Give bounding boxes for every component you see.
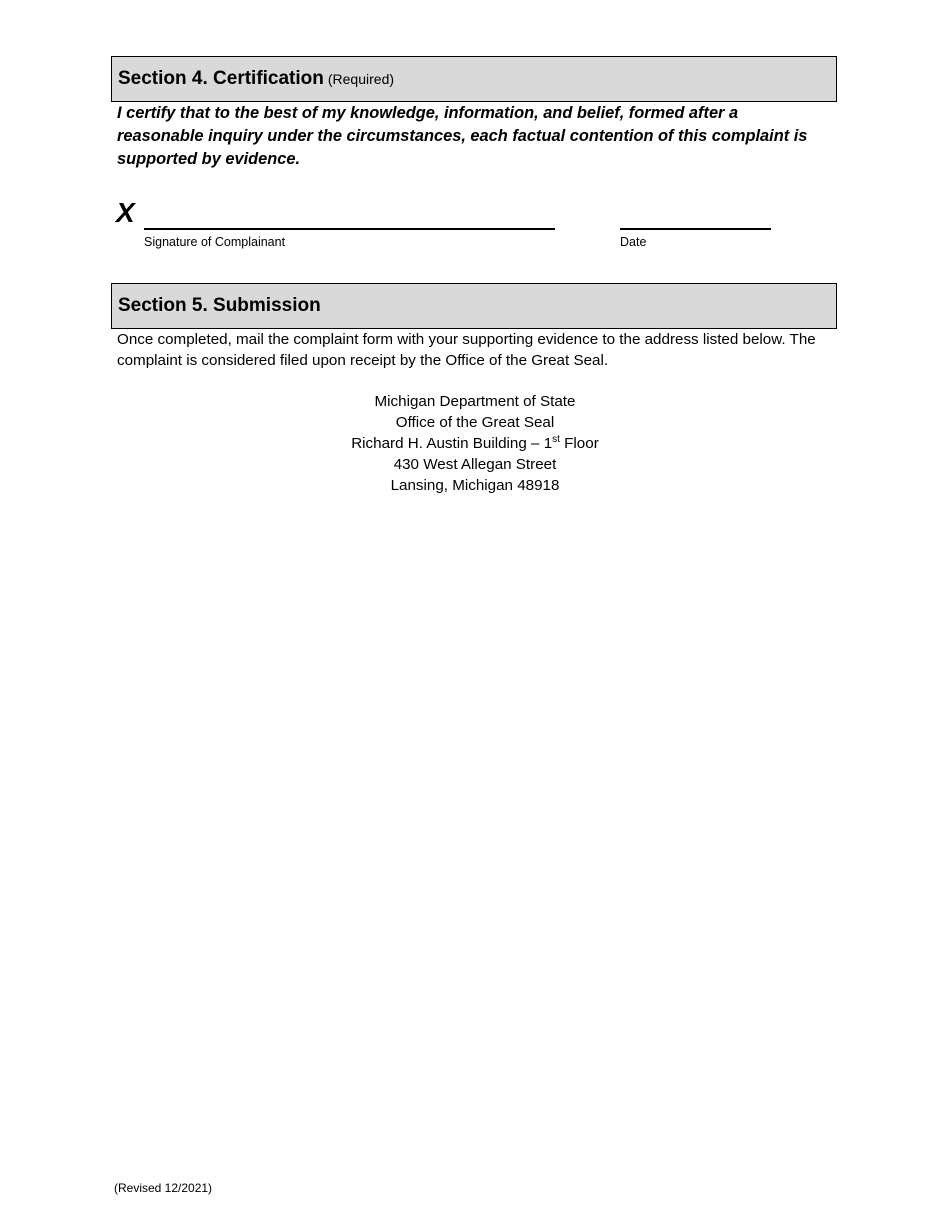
signature-line[interactable] — [144, 228, 555, 230]
mailing-address — [275, 391, 675, 496]
address-line-office: Office of the Great Seal — [395, 414, 555, 431]
address-line-building — [275, 433, 675, 454]
section-4-title: Section 4. Certification — [118, 68, 324, 89]
date-line[interactable] — [620, 228, 771, 230]
signature-label: Signature of Complainant — [144, 235, 286, 249]
address-floor-ordinal: st — [552, 433, 560, 445]
date-label: Date — [620, 235, 647, 249]
address-floor-word: Floor — [559, 435, 599, 452]
section-4-header — [111, 56, 837, 102]
address-building-name: Richard H. Austin Building – 1 — [351, 435, 553, 452]
address-line-department: Michigan Department of State — [374, 393, 576, 410]
submission-instructions: Once completed, mail the complaint form with your supporting evidence to the address listed below. The complaint is considered filed upon receipt by the Office of the Great Seal. — [117, 331, 816, 369]
signature-mark: X — [116, 197, 135, 228]
certification-statement: I certify that to the best of my knowledge, information, and belief, formed after a reasonable inquiry under the circumstances, each factual contention of this complaint is supported by evidence. — [117, 104, 808, 168]
revision-note: (Revised 12/2021) — [114, 1181, 213, 1195]
address-line-street: 430 West Allegan Street — [393, 456, 557, 473]
section-5-header — [111, 283, 837, 329]
section-5-title: Section 5. Submission — [118, 295, 321, 316]
section-4-required-note: (Required) — [327, 71, 395, 87]
address-line-city: Lansing, Michigan 48918 — [390, 477, 560, 494]
